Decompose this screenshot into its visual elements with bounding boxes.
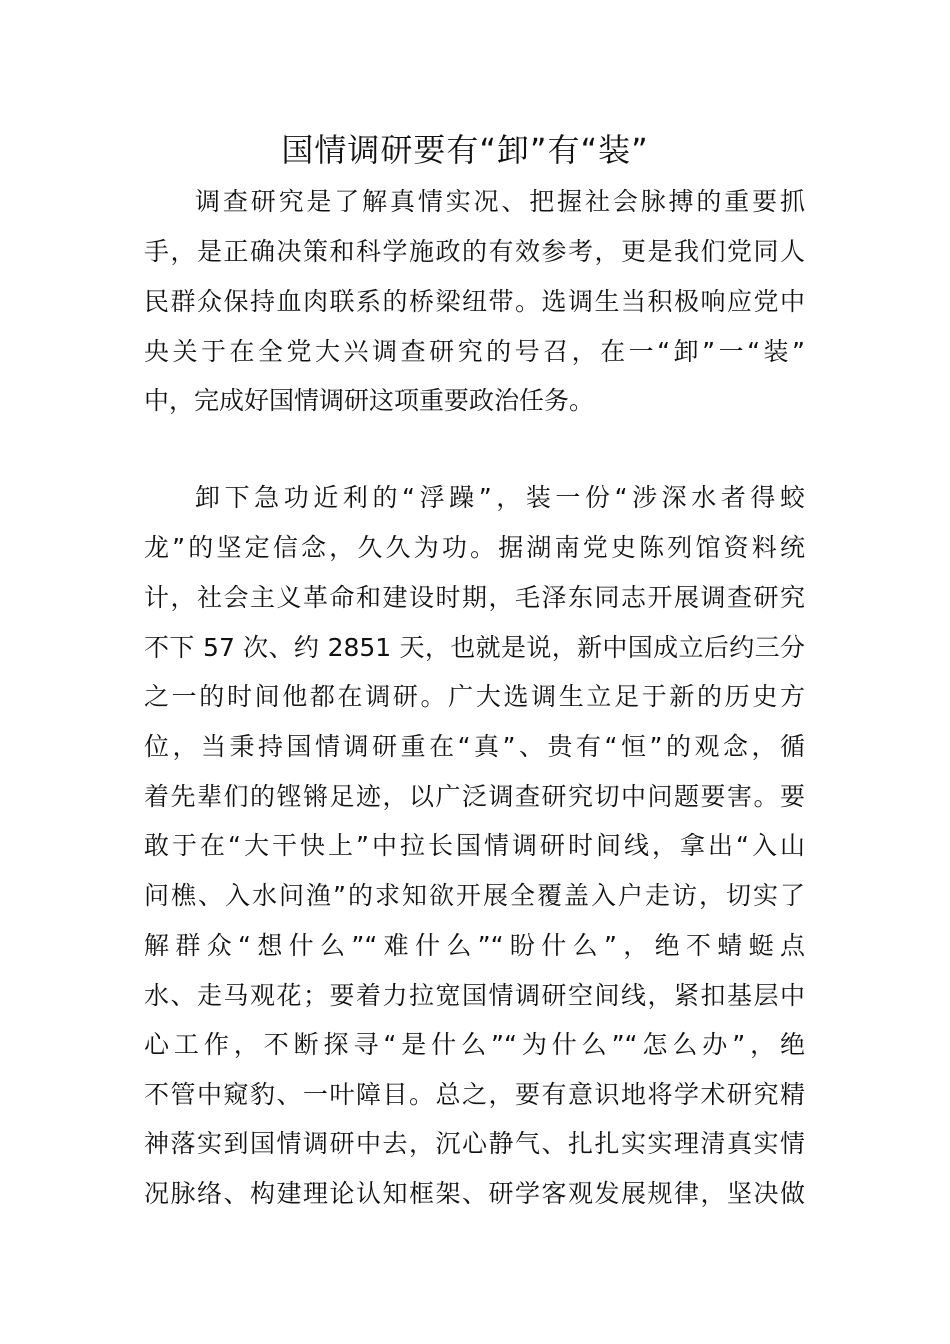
paragraph-1-line-3: 民群众保持血肉联系的桥梁纽带。选调生当积极响应党中	[144, 287, 805, 316]
document-title: 国情调研要有“卸”有“装”	[281, 131, 649, 169]
paragraph-2-line-10: 解群众“想什么”“难什么”“盼什么”，绝不蜻蜓点	[144, 931, 805, 960]
paragraph-2-line-7: 着先辈们的铿锵足迹，以广泛调查研究切中问题要害。要	[144, 782, 805, 811]
paragraph-2-line-5: 之一的时间他都在调研。广大选调生立足于新的历史方	[144, 682, 805, 711]
paragraph-2-line-4: 不下 57 次、约 2851 天，也就是说，新中国成立后约三分	[144, 633, 805, 662]
paragraph-2-line-13: 不管中窥豹、一叶障目。总之，要有意识地将学术研究精	[144, 1080, 805, 1109]
paragraph-2-line-9: 问樵、入水问渔”的求知欲开展全覆盖入户走访，切实了	[144, 881, 805, 910]
paragraph-1-line-1: 调查研究是了解真情实况、把握社会脉搏的重要抓	[195, 187, 805, 216]
paragraph-2-line-14: 神落实到国情调研中去，沉心静气、扎扎实实理清真实情	[144, 1129, 805, 1158]
paragraph-2-line-1: 卸下急功近利的“浮躁”，装一份“涉深水者得蛟	[195, 483, 805, 512]
paragraph-2-line-12: 心工作，不断探寻“是什么”“为什么”“怎么办”，绝	[144, 1030, 805, 1059]
paragraph-2-line-6: 位，当秉持国情调研重在“真”、贵有“恒”的观念，循	[144, 732, 805, 761]
paragraph-2-line-11: 水、走马观花；要着力拉宽国情调研空间线，紧扣基层中	[144, 981, 805, 1010]
paragraph-2-line-3: 计，社会主义革命和建设时期，毛泽东同志开展调查研究	[144, 583, 805, 612]
paragraph-2-line-8: 敢于在“大干快上”中拉长国情调研时间线，拿出“入山	[144, 831, 805, 860]
paragraph-1-line-5: 中，完成好国情调研这项重要政治任务。	[144, 386, 595, 415]
paragraph-2-line-15: 况脉络、构建理论认知框架、研学客观发展规律，坚决做	[144, 1179, 805, 1208]
paragraph-2-line-2: 龙”的坚定信念，久久为功。据湖南党史陈列馆资料统	[144, 533, 805, 562]
paragraph-1-line-2: 手，是正确决策和科学施政的有效参考，更是我们党同人	[144, 237, 805, 266]
paragraph-1-line-4: 央关于在全党大兴调查研究的号召，在一“卸”一“装”	[144, 337, 805, 366]
